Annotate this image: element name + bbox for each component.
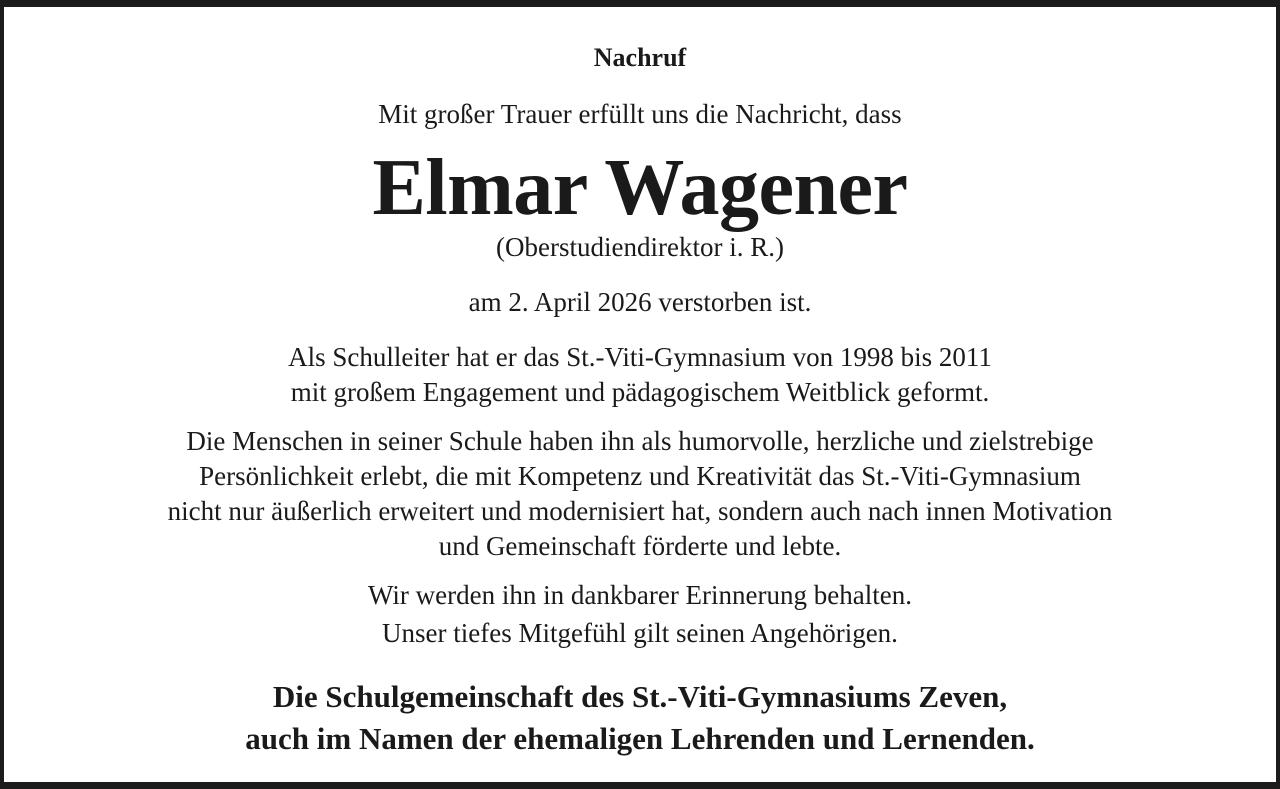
paragraph-line: Unser tiefes Mitgefühl gilt seinen Angehörigen. xyxy=(382,618,898,648)
signature-line: auch im Namen der ehemaligen Lehrenden und Lernenden. xyxy=(245,721,1035,756)
paragraph-line: Wir werden ihn in dankbarer Erinnerung behalten. xyxy=(368,580,912,610)
signature-block xyxy=(4,676,1276,760)
career-paragraph xyxy=(4,340,1276,410)
paragraph-line: mit großem Engagement und pädagogischem Weitblick geformt. xyxy=(290,377,990,407)
date-of-death-line: am 2. April 2026 verstorben ist. xyxy=(468,287,812,317)
paragraph-line: und Gemeinschaft förderte und lebte. xyxy=(438,531,842,561)
tribute-paragraph xyxy=(4,424,1276,564)
paragraph-line: Als Schulleiter hat er das St.-Viti-Gymnasium von 1998 bis 2011 xyxy=(288,342,992,372)
deceased-title: (Oberstudiendirektor i. R.) xyxy=(496,232,784,262)
intro-line: Mit großer Trauer erfüllt uns die Nachricht, dass xyxy=(378,99,902,129)
paragraph-line: Persönlichkeit erlebt, die mit Kompetenz und Kreativität das St.-Viti-Gymnasium xyxy=(199,461,1081,491)
paragraph-line: Die Menschen in seiner Schule haben ihn als humorvolle, herzliche und zielstrebige xyxy=(186,426,1094,456)
signature-line: Die Schulgemeinschaft des St.-Viti-Gymnasiums Zeven, xyxy=(272,679,1008,714)
remembrance-paragraph xyxy=(4,576,1276,652)
paragraph-line: nicht nur äußerlich erweitert und modernisiert hat, sondern auch nach innen Motivation xyxy=(167,496,1113,526)
notice-heading: Nachruf xyxy=(593,43,687,72)
deceased-name: Elmar Wagener xyxy=(372,144,908,232)
